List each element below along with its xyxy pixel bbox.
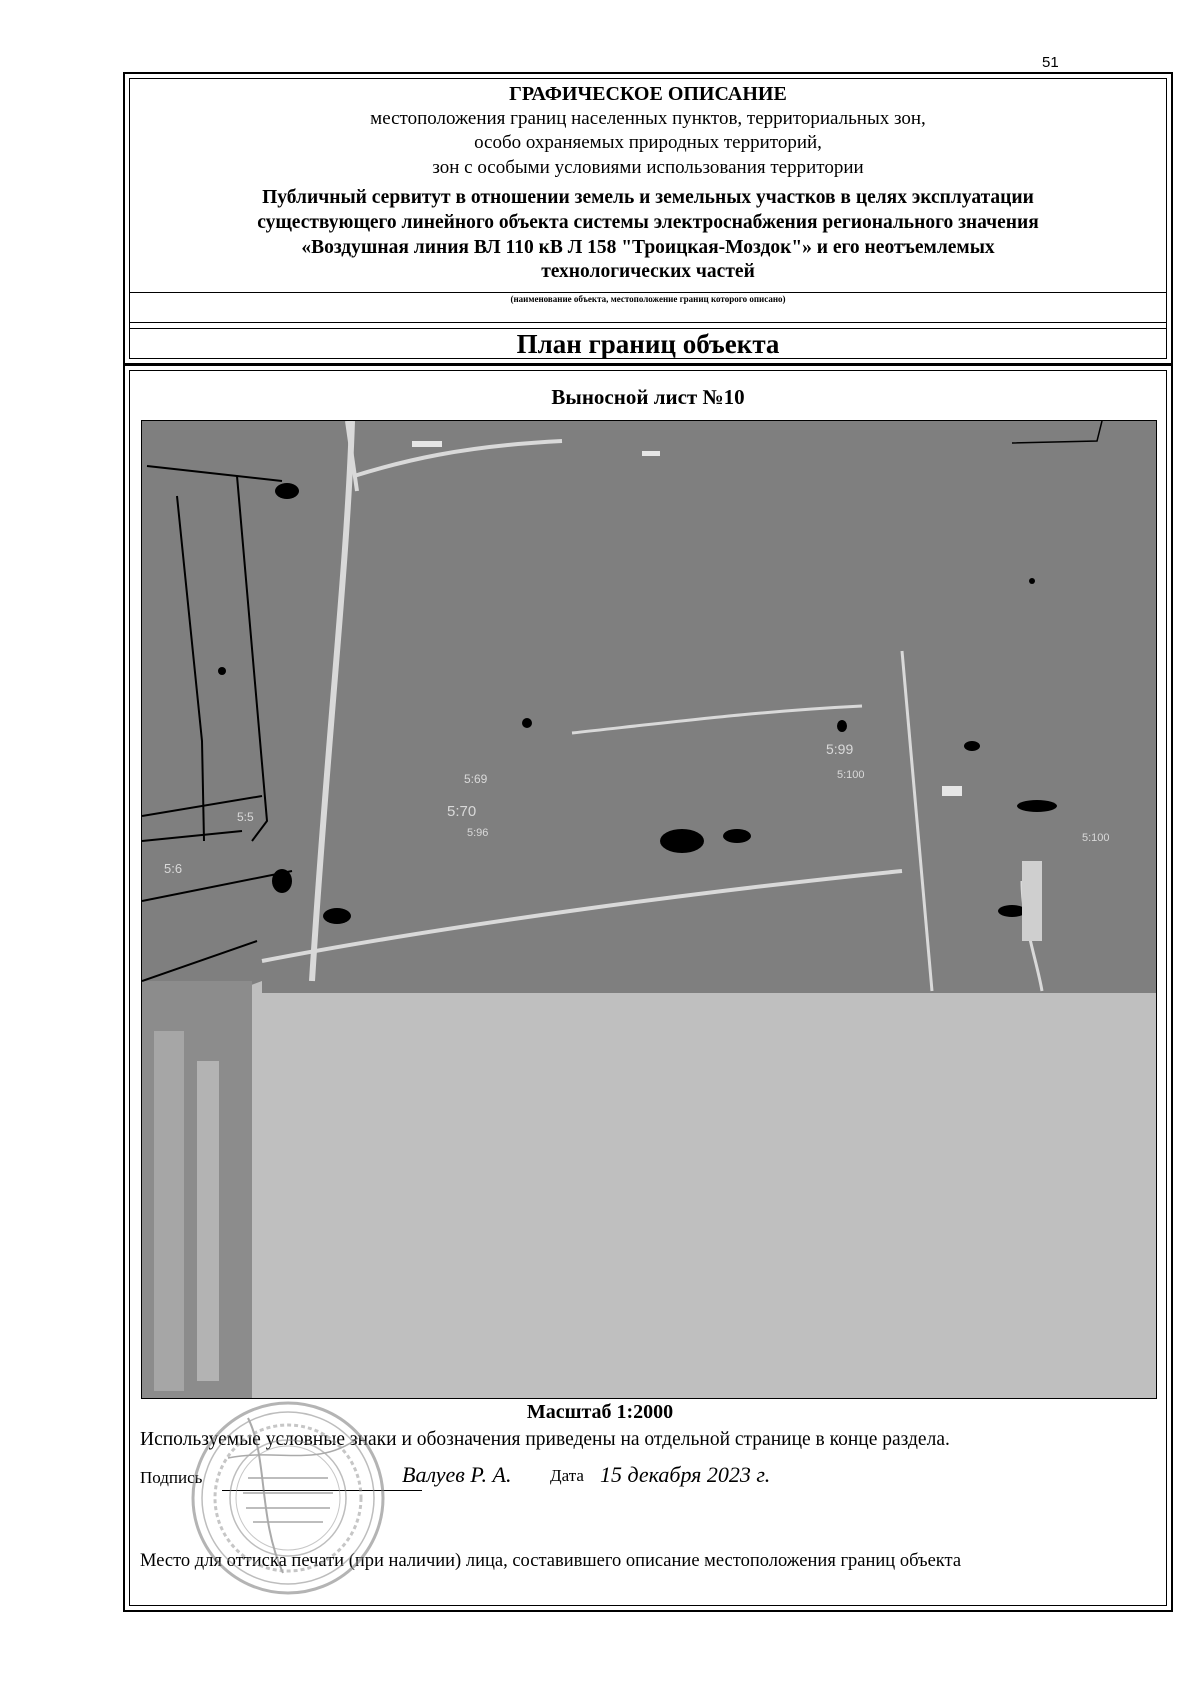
map-label: 5:100 — [1082, 832, 1110, 844]
map-label: 5:99 — [826, 741, 854, 757]
scale-label: Масштаб 1:2000 — [526, 1401, 674, 1423]
map-label: 5:100 — [837, 769, 865, 781]
sign-label: Подпись — [140, 1468, 203, 1487]
map-label: 5:96 — [467, 827, 489, 839]
map-label: 5:5 — [237, 810, 254, 824]
object-line-2: существующего линейного объекта системы электроснабжения регионального значения — [257, 212, 1039, 233]
stamp-note: Место для оттиска печати (при наличии) лица, составившего описание местоположения границ объекта — [140, 1551, 962, 1571]
map-label: 5:69 — [464, 772, 488, 786]
object-line-3: «Воздушная линия ВЛ 110 кВ Л 158 "Троицкая-Моздок"» и его неотъемлемых — [301, 237, 995, 258]
map-image — [141, 420, 1157, 1399]
date-label: Дата — [550, 1466, 584, 1485]
subtitle-line-3: зон с особыми условиями использования территории — [432, 157, 864, 178]
map-blob — [275, 483, 299, 499]
header-frame — [123, 72, 1173, 365]
row-divider — [130, 292, 1166, 293]
object-caption: (наименование объекта, местоположение границ которого описано) — [510, 294, 786, 304]
signature-line — [222, 1490, 422, 1491]
row-divider — [130, 322, 1166, 323]
date-value: 15 декабря 2023 г. — [600, 1462, 771, 1487]
plan-title: План границ объекта — [516, 329, 780, 359]
signature-row — [140, 1462, 1040, 1498]
legend-note: Используемые условные знаки и обозначения приведены на отдельной странице в конце раздела. — [140, 1429, 950, 1450]
map-drawing — [142, 421, 1157, 1399]
object-line-1: Публичный сервитут в отношении земель и земельных участков в целях эксплуатации — [262, 187, 1034, 208]
sheet-title: Выносной лист №10 — [551, 385, 745, 409]
map-label: 5:6 — [164, 861, 183, 876]
signer-name: Валуев Р. А. — [402, 1462, 512, 1487]
document-title: ГРАФИЧЕСКОЕ ОПИСАНИЕ — [509, 83, 787, 105]
subtitle-line-1: местоположения границ населенных пунктов, территориальных зон, — [370, 108, 926, 129]
map-label: 5:70 — [447, 803, 477, 820]
object-line-4: технологических частей — [541, 261, 755, 282]
page-number: 51 — [1042, 54, 1059, 71]
subtitle-line-2: особо охраняемых природных территорий, — [474, 132, 822, 153]
